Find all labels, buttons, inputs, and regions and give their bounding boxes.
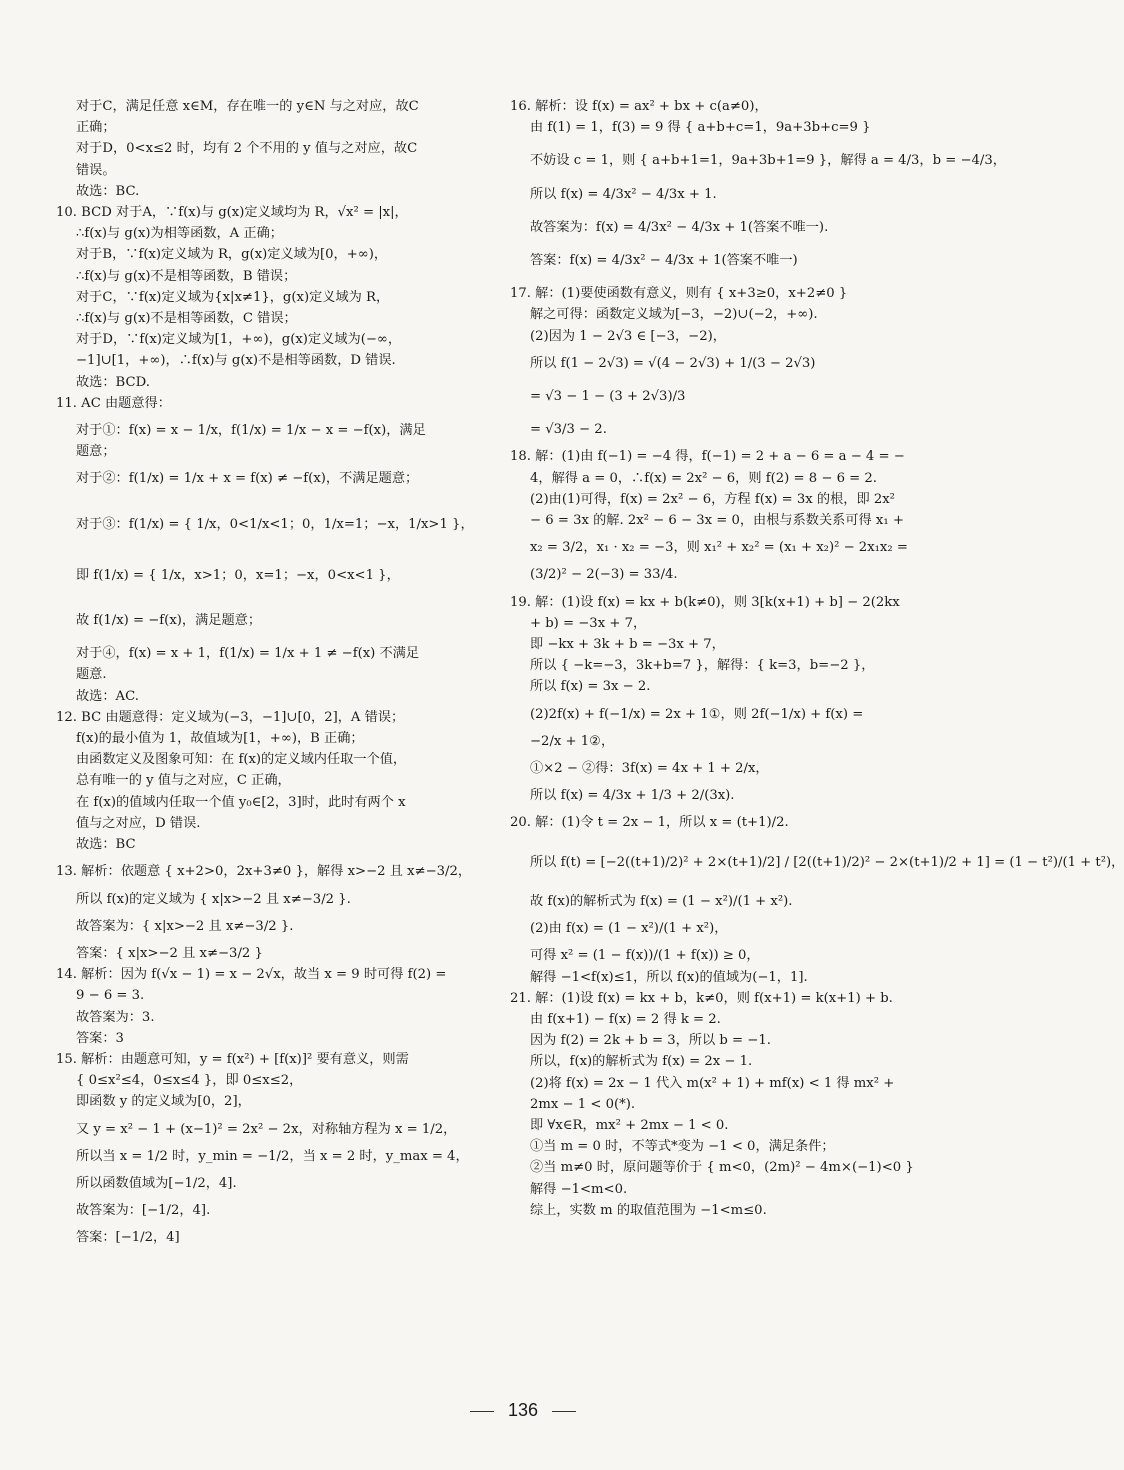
text-line: 故 f(1/x) = −f(x)，满足题意； bbox=[76, 613, 262, 629]
text-line: 答案：f(x) = 4/3x² − 4/3x + 1(答案不唯一) bbox=[530, 253, 798, 269]
text-line: 综上，实数 m 的取值范围为 −1<m≤0. bbox=[530, 1202, 767, 1218]
text-line: 对于B，∵f(x)定义域为 R，g(x)定义域为[0，+∞)， bbox=[76, 247, 388, 263]
text-line: 题意. bbox=[76, 667, 107, 683]
text-line: (3/2)² − 2(−3) = 33/4. bbox=[530, 567, 678, 583]
page-number-footer bbox=[0, 1400, 1046, 1421]
text-line: − 6 = 3x 的解. 2x² − 6 − 3x = 0，由根与系数关系可得 x₁ + bbox=[530, 513, 904, 529]
text-line: (2)由 f(x) = (1 − x²)/(1 + x²)， bbox=[530, 921, 728, 937]
text-line: = √3 − 1 − (3 + 2√3)/3 bbox=[530, 389, 686, 405]
text-line: 14. 解析：因为 f(√x − 1) = x − 2√x，故当 x = 9 时可得 f(2) = bbox=[56, 967, 447, 983]
text-line: 故 f(x)的解析式为 f(x) = (1 − x²)/(1 + x²). bbox=[530, 893, 793, 909]
text-line: 对于D，0<x≤2 时，均有 2 个不用的 y 值与之对应，故C bbox=[76, 141, 418, 157]
text-line: ①×2 − ②得：3f(x) = 4x + 1 + 2/x， bbox=[530, 761, 769, 777]
text-line: 对于C，∵f(x)定义域为{x|x≠1}，g(x)定义域为 R， bbox=[76, 289, 390, 305]
text-line: 所以 { −k=−3，3k+b=7 }，解得：{ k=3，b=−2 }， bbox=[530, 658, 875, 674]
text-line: + b) = −3x + 7， bbox=[530, 615, 647, 631]
right-column bbox=[510, 96, 1124, 1221]
text-line: 故选：BC. bbox=[76, 183, 140, 199]
text-line: 11. AC 由题意得： bbox=[56, 395, 171, 411]
text-line: 即 ∀x∈R，mx² + 2mx − 1 < 0. bbox=[530, 1117, 729, 1133]
text-line: 答案：{ x|x>−2 且 x≠−3/2 } bbox=[76, 945, 263, 961]
text-line: ∴f(x)与 g(x)为相等函数，A 正确； bbox=[76, 226, 283, 242]
text-line: { 0≤x²≤4，0≤x≤4 }，即 0≤x≤2， bbox=[76, 1073, 303, 1089]
text-line: 所以当 x = 1/2 时，y_min = −1/2，当 x = 2 时，y_max = 4， bbox=[76, 1148, 469, 1164]
text-line: 10. BCD 对于A，∵f(x)与 g(x)定义域均为 R，√x² = |x|， bbox=[56, 205, 408, 221]
text-line: 在 f(x)的值域内任取一个值 y₀∈[2，3]时，此时有两个 x bbox=[76, 794, 406, 810]
text-line: 15. 解析：由题意可知，y = f(x²) + [f(x)]² 要有意义，则需 bbox=[56, 1051, 409, 1067]
text-line: ①当 m = 0 时，不等式*变为 −1 < 0，满足条件； bbox=[530, 1139, 835, 1155]
text-line: 所以 f(x) = 4/3x² − 4/3x + 1. bbox=[530, 186, 717, 202]
text-line: 故答案为：3. bbox=[76, 1009, 155, 1025]
text-line: 不妨设 c = 1，则 { a+b+1=1，9a+3b+1=9 }，解得 a = 4/3，b = −4/3， bbox=[530, 153, 1006, 169]
text-line: 20. 解：(1)令 t = 2x − 1，所以 x = (t+1)/2. bbox=[510, 815, 789, 831]
text-line: 正确； bbox=[76, 120, 116, 136]
text-line: 所以 f(x)的定义域为 { x|x>−2 且 x≠−3/2 }. bbox=[76, 891, 351, 907]
text-line: ∴f(x)与 g(x)不是相等函数，C 错误； bbox=[76, 311, 297, 327]
footer-dash-left bbox=[470, 1411, 494, 1412]
text-line: 答案：3 bbox=[76, 1030, 124, 1046]
text-line: −2/x + 1②， bbox=[530, 733, 615, 749]
text-line: 所以 f(x) = 3x − 2. bbox=[530, 679, 651, 695]
left-column bbox=[56, 96, 496, 1249]
text-line: 由 f(x+1) − f(x) = 2 得 k = 2. bbox=[530, 1011, 721, 1027]
text-line: (2)将 f(x) = 2x − 1 代入 m(x² + 1) + mf(x) < 1 得 mx² + bbox=[530, 1075, 895, 1091]
text-line: −1]∪[1，+∞)，∴f(x)与 g(x)不是相等函数，D 错误. bbox=[76, 353, 396, 369]
text-line: 即 −kx + 3k + b = −3x + 7， bbox=[530, 637, 725, 653]
text-line: 对于①：f(x) = x − 1/x，f(1/x) = 1/x − x = −f(x)，满足 bbox=[76, 423, 426, 439]
text-line: 18. 解：(1)由 f(−1) = −4 得，f(−1) = 2 + a − 6 = a − 4 = − bbox=[510, 449, 905, 465]
text-line: 16. 解析：设 f(x) = ax² + bx + c(a≠0)， bbox=[510, 99, 768, 114]
text-line: 9 − 6 = 3. bbox=[76, 988, 145, 1004]
text-line: 解得 −1<m<0. bbox=[530, 1181, 628, 1197]
text-line: 可得 x² = (1 − f(x))/(1 + f(x)) ≥ 0， bbox=[530, 948, 760, 964]
text-line: 值与之对应，D 错误. bbox=[76, 815, 201, 831]
text-line: 故答案为：[−1/2，4]. bbox=[76, 1203, 211, 1219]
text-line: (2)因为 1 − 2√3 ∈ [−3，−2)， bbox=[530, 328, 726, 344]
text-line: 总有唯一的 y 值与之对应，C 正确， bbox=[76, 773, 291, 789]
text-line: 对于④，f(x) = x + 1，f(1/x) = 1/x + 1 ≠ −f(x) 不满足 bbox=[76, 646, 420, 662]
text-line: 所以 f(t) = [−2((t+1)/2)² + 2×(t+1)/2] / [2((t+1)/2)² − 2×(t+1)/2 + 1] = (1 − t²)/(1 + t²)， bbox=[530, 854, 1124, 870]
text-line: 12. BC 由题意得：定义域为(−3，−1]∪[0，2]，A 错误； bbox=[56, 709, 405, 725]
text-line: 对于②：f(1/x) = 1/x + x = f(x) ≠ −f(x)，不满足题意； bbox=[76, 471, 419, 487]
text-line: 解得 −1<f(x)≤1，所以 f(x)的值域为(−1，1]. bbox=[530, 969, 808, 985]
text-line: = √3/3 − 2. bbox=[530, 422, 607, 438]
text-line: 对于③：f(1/x) = { 1/x，0<1/x<1；0，1/x=1；−x，1/x>1 }， bbox=[76, 516, 474, 532]
text-line: 故选：BC bbox=[76, 837, 136, 853]
text-line: 即函数 y 的定义域为[0，2]， bbox=[76, 1094, 251, 1110]
text-line: 对于D，∵f(x)定义域为[1，+∞)，g(x)定义域为(−∞， bbox=[76, 332, 402, 348]
text-line: 解之可得：函数定义域为[−3，−2)∪(−2，+∞). bbox=[530, 307, 818, 323]
text-line: 故选：BCD. bbox=[76, 374, 150, 390]
text-line: 所以函数值域为[−1/2，4]. bbox=[76, 1175, 237, 1191]
text-line: 由 f(1) = 1，f(3) = 9 得 { a+b+c=1，9a+3b+c=9 } bbox=[530, 120, 871, 136]
text-line: 故答案为：{ x|x>−2 且 x≠−3/2 }. bbox=[76, 918, 294, 934]
text-line: f(x)的最小值为 1，故值域为[1，+∞)，B 正确； bbox=[76, 731, 364, 747]
text-line: 又 y = x² − 1 + (x−1)² = 2x² − 2x，对称轴方程为 x = 1/2， bbox=[76, 1121, 457, 1137]
text-line: 错误。 bbox=[76, 162, 116, 178]
text-line: 19. 解：(1)设 f(x) = kx + b(k≠0)，则 3[k(x+1) + b] − 2(2kx bbox=[510, 594, 900, 610]
text-line: 故答案为：f(x) = 4/3x² − 4/3x + 1(答案不唯一). bbox=[530, 219, 829, 235]
text-line: 4，解得 a = 0，∴f(x) = 2x² − 6，则 f(2) = 8 − 6 = 2. bbox=[530, 470, 877, 486]
text-line: (2)由(1)可得，f(x) = 2x² − 6，方程 f(x) = 3x 的根，即 2x² bbox=[530, 491, 895, 507]
text-line: 由函数定义及图象可知：在 f(x)的定义域内任取一个值， bbox=[76, 752, 407, 768]
text-line: 对于C，满足任意 x∈M，存在唯一的 y∈N 与之对应，故C bbox=[76, 99, 419, 114]
text-line: 即 f(1/x) = { 1/x，x>1；0，x=1；−x，0<x<1 }， bbox=[76, 567, 400, 583]
text-line: 故选：AC. bbox=[76, 688, 139, 704]
text-line: x₂ = 3/2，x₁ · x₂ = −3，则 x₁² + x₂² = (x₁ + x₂)² − 2x₁x₂ = bbox=[530, 540, 908, 556]
text-line: ∴f(x)与 g(x)不是相等函数，B 错误； bbox=[76, 268, 297, 284]
page-number: 136 bbox=[507, 1400, 539, 1420]
text-line: 13. 解析：依题意 { x+2>0，2x+3≠0 }，解得 x>−2 且 x≠−3/2， bbox=[56, 864, 472, 880]
text-line: 所以 f(1 − 2√3) = √(4 − 2√3) + 1/(3 − 2√3) bbox=[530, 355, 816, 371]
text-line: 所以，f(x)的解析式为 f(x) = 2x − 1. bbox=[530, 1054, 753, 1070]
text-line: 2mx − 1 < 0(*). bbox=[530, 1096, 636, 1112]
text-line: 17. 解：(1)要使函数有意义，则有 { x+3≥0，x+2≠0 } bbox=[510, 286, 848, 302]
text-line: 答案：[−1/2，4] bbox=[76, 1230, 180, 1246]
text-line: (2)2f(x) + f(−1/x) = 2x + 1①，则 2f(−1/x) + f(x) = bbox=[530, 706, 864, 722]
text-line: ②当 m≠0 时，原问题等价于 { m<0，(2m)² − 4m×(−1)<0 } bbox=[530, 1160, 914, 1176]
footer-dash-right bbox=[552, 1411, 576, 1412]
text-line: 因为 f(2) = 2k + b = 3，所以 b = −1. bbox=[530, 1033, 771, 1049]
text-line: 所以 f(x) = 4/3x + 1/3 + 2/(3x). bbox=[530, 788, 735, 804]
text-line: 题意； bbox=[76, 444, 116, 460]
text-line: 21. 解：(1)设 f(x) = kx + b，k≠0，则 f(x+1) = k(x+1) + b. bbox=[510, 990, 893, 1006]
